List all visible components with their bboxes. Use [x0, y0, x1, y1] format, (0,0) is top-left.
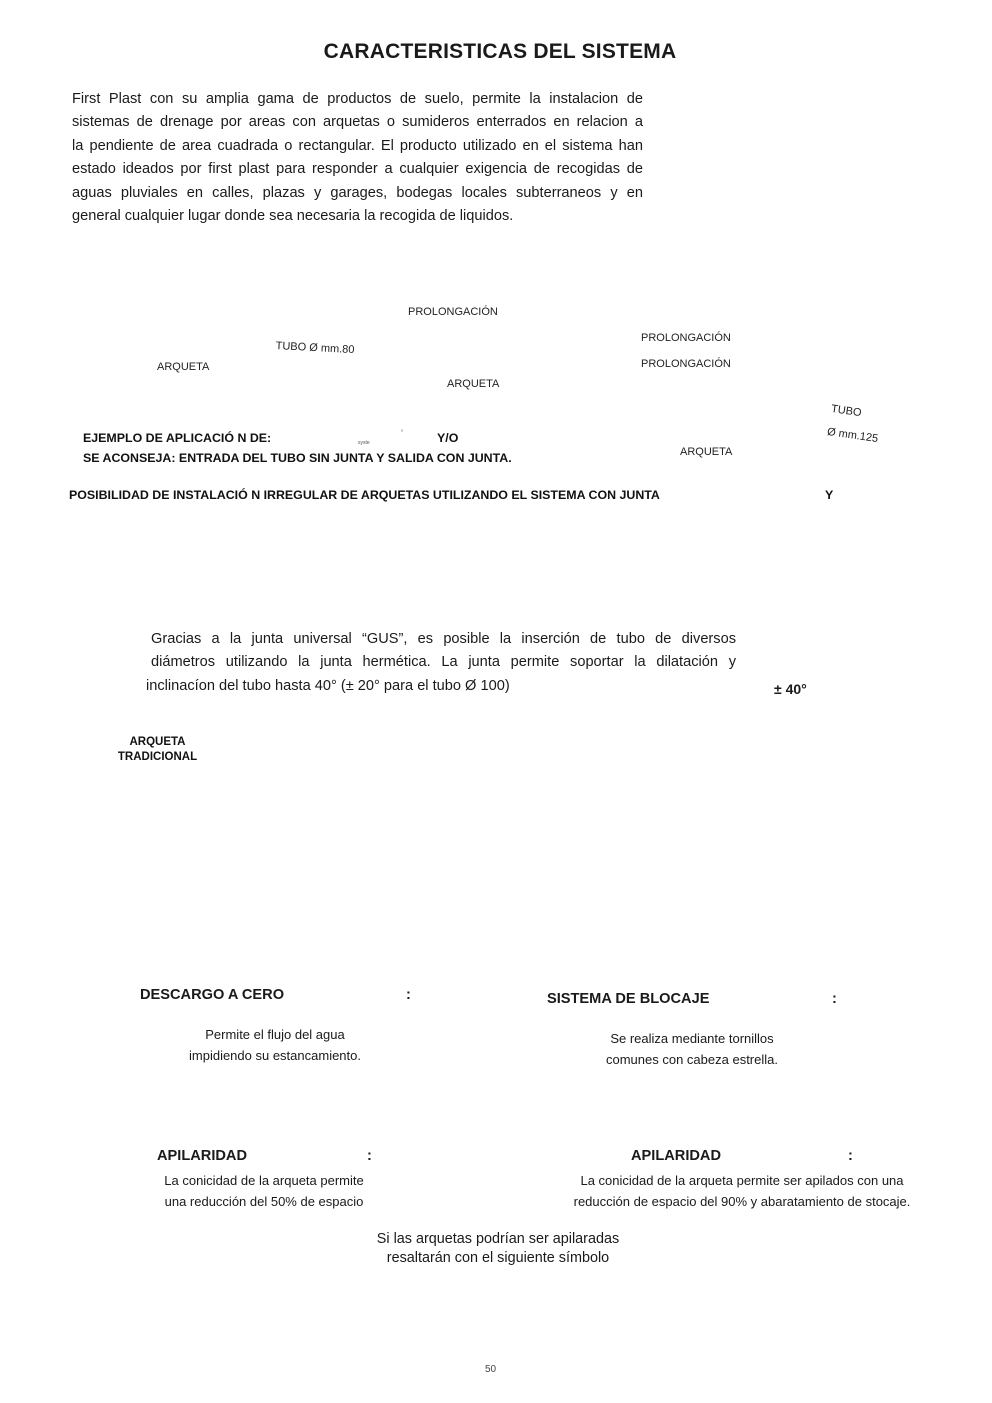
descargo-desc-line: Permite el flujo del agua: [205, 1027, 345, 1042]
intro-line: sistemas de drenage por areas con arquetas o sumideros enterrados en relacion a: [72, 114, 643, 131]
arqueta-tradicional-line: TRADICIONAL: [117, 751, 198, 763]
gus-line: Gracias a la junta universal “GUS”, es posible la inserción de tubo de diversos: [151, 631, 736, 647]
label-prolongacion-right-1: PROLONGACIÓN: [641, 332, 731, 344]
posibilidad-y: Y: [825, 488, 834, 502]
blocaje-title: SISTEMA DE BLOCAJE: [547, 991, 710, 1007]
label-tubo-125-b: Ø mm.125: [826, 426, 879, 446]
label-y-o: Y/O: [437, 431, 459, 445]
page-number: 50: [485, 1364, 497, 1375]
intro-line: la pendiente de area cuadrada o rectangular. El producto utilizado en el sistema han: [72, 137, 643, 154]
descargo-title: DESCARGO A CERO: [140, 987, 285, 1003]
gus-paragraph: [146, 628, 736, 698]
arqueta-tradicional-line: ARQUETA: [129, 736, 186, 748]
apilaridad-left-desc: [144, 1170, 384, 1212]
symbol-note-line: resaltarán con el siguiente símbolo: [386, 1250, 610, 1266]
blocaje-desc: [587, 1028, 797, 1070]
intro-line: First Plast con su amplia gama de productos de suelo, permite la instalacion de: [72, 91, 643, 107]
label-prolongacion-top: PROLONGACIÓN: [408, 306, 498, 318]
label-tubo-80: TUBO Ø mm.80: [275, 340, 355, 357]
angle-label: ± 40°: [774, 681, 807, 697]
apilaridad-right-title: APILARIDAD: [631, 1148, 721, 1164]
apilaridad-right-colon: :: [848, 1148, 853, 1164]
intro-line: general cualquier lugar donde sea necesaria la recogida de liquidos.: [72, 208, 514, 225]
apilaridad-left-desc-line: una reducción del 50% de espacio: [164, 1194, 364, 1209]
intro-paragraph: [72, 88, 643, 228]
apilaridad-right-desc: [552, 1170, 932, 1212]
arqueta-tradicional-label: [110, 735, 205, 765]
posibilidad-heading: POSIBILIDAD DE INSTALACIÓ N IRREGULAR DE ARQUETAS UTILIZANDO EL SISTEMA CON JUNTA: [69, 488, 660, 502]
label-arqueta-left: ARQUETA: [157, 361, 210, 373]
intro-line: estado ideados por first plast para responder a cualquier exigencia de recogidas de: [72, 161, 643, 178]
aconseja-note: SE ACONSEJA: ENTRADA DEL TUBO SIN JUNTA Y SALIDA CON JUNTA.: [83, 451, 512, 465]
apilaridad-right-desc-line: reducción de espacio del 90% y abaratamiento de stocaje.: [573, 1194, 911, 1209]
page-title: CARACTERISTICAS DEL SISTEMA: [323, 40, 677, 63]
apilaridad-right-desc-line: La conicidad de la arqueta permite ser apilados con una: [580, 1173, 904, 1188]
blocaje-desc-line: comunes con cabeza estrella.: [606, 1052, 778, 1067]
blocaje-desc-line: Se realiza mediante tornillos: [610, 1031, 774, 1046]
descargo-colon: :: [406, 987, 411, 1003]
label-arqueta-center: ARQUETA: [447, 378, 500, 390]
gus-line: diámetros utilizando la junta hermética. La junta permite soportar la dilatación y: [151, 654, 736, 671]
apilaridad-left-desc-line: La conicidad de la arqueta permite: [164, 1173, 364, 1188]
gus-line: inclinacíon del tubo hasta 40° (± 20° para el tubo Ø 100): [146, 677, 510, 694]
apilaridad-left-colon: :: [367, 1148, 372, 1164]
blocaje-colon: :: [832, 991, 837, 1007]
symbol-note: [338, 1230, 658, 1268]
descargo-desc: [170, 1024, 380, 1066]
symbol-note-line: Si las arquetas podrían ser apilaradas: [376, 1231, 620, 1247]
label-prolongacion-right-2: PROLONGACIÓN: [641, 358, 731, 370]
tiny-text: syste: [358, 440, 370, 446]
apilaridad-left-title: APILARIDAD: [157, 1148, 247, 1164]
label-arqueta-right: ARQUETA: [680, 446, 733, 458]
descargo-desc-line: impidiendo su estancamiento.: [189, 1048, 361, 1063]
label-tubo-125-a: TUBO: [830, 403, 863, 420]
intro-line: aguas pluviales en calles, plazas y garages, bodegas locales subterraneos y en: [72, 184, 643, 201]
ejemplo-aplicacion: EJEMPLO DE APLICACIÓ N DE:: [83, 431, 272, 445]
tiny-degree: °: [401, 430, 404, 436]
